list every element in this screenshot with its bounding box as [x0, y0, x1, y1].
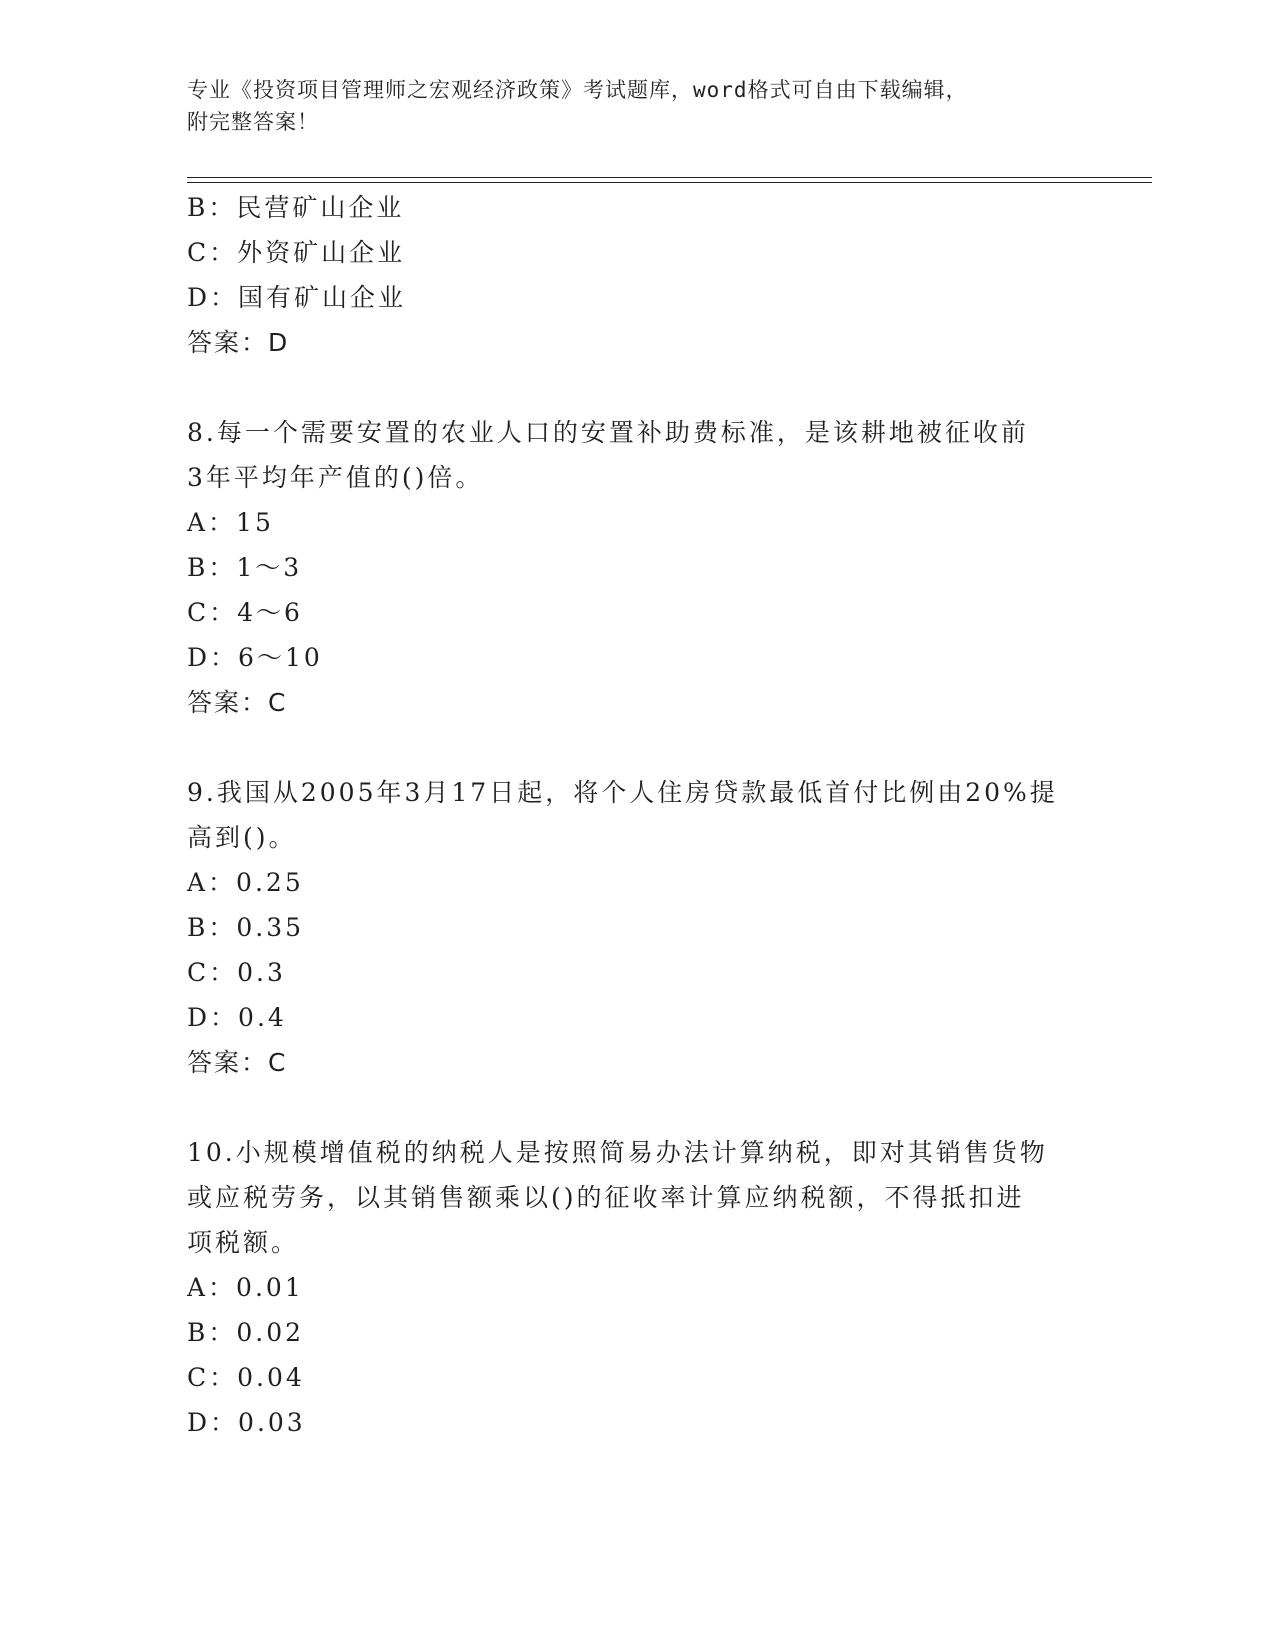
document-header [187, 74, 1087, 138]
q10-stem-line-3: 项税额。 [187, 1228, 300, 1257]
header-line-1: 专业《投资项目管理师之宏观经济政策》考试题库，word格式可自由下载编辑， [187, 78, 968, 102]
q10-stem-line-2: 或应税劳务，以其销售额乘以()的征收率计算应纳税额，不得抵扣进 [187, 1183, 1025, 1212]
q9-stem-line-1: 9.我国从2005年3月17日起，将个人住房贷款最低首付比例由20%提 [187, 778, 1058, 807]
q7-option-c: C：外资矿山企业 [187, 238, 406, 267]
q8-answer: 答案：C [187, 688, 288, 717]
q7-option-b: B：民营矿山企业 [187, 193, 405, 222]
q9-stem-line-2: 高到()。 [187, 823, 297, 852]
q8-option-a: A：15 [187, 508, 274, 537]
q7-option-d: D：国有矿山企业 [187, 283, 407, 312]
q8-stem-line-2: 3年平均年产值的()倍。 [187, 463, 484, 492]
q9-answer: 答案：C [187, 1048, 288, 1077]
q9-option-a: A：0.25 [187, 868, 304, 897]
q9-option-d: D：0.4 [187, 1003, 287, 1032]
q9-option-b: B：0.35 [187, 913, 305, 942]
header-divider-top [187, 177, 1152, 178]
header-line-2: 附完整答案！ [187, 110, 319, 134]
q10-option-c: C：0.04 [187, 1363, 305, 1392]
q10-option-d: D：0.03 [187, 1408, 306, 1437]
q8-option-d: D：6～10 [187, 643, 323, 672]
q9-option-c: C：0.3 [187, 958, 286, 987]
q10-stem-line-1: 10.小规模增值税的纳税人是按照简易办法计算纳税，即对其销售货物 [187, 1138, 1048, 1167]
q8-stem-line-1: 8.每一个需要安置的农业人口的安置补助费标准，是该耕地被征收前 [187, 418, 1029, 447]
q8-option-b: B：1～3 [187, 553, 303, 582]
q8-option-c: C：4～6 [187, 598, 303, 627]
q10-option-b: B：0.02 [187, 1318, 305, 1347]
header-divider-bottom [187, 182, 1152, 183]
q7-answer: 答案：D [187, 328, 290, 357]
q10-option-a: A：0.01 [187, 1273, 304, 1302]
